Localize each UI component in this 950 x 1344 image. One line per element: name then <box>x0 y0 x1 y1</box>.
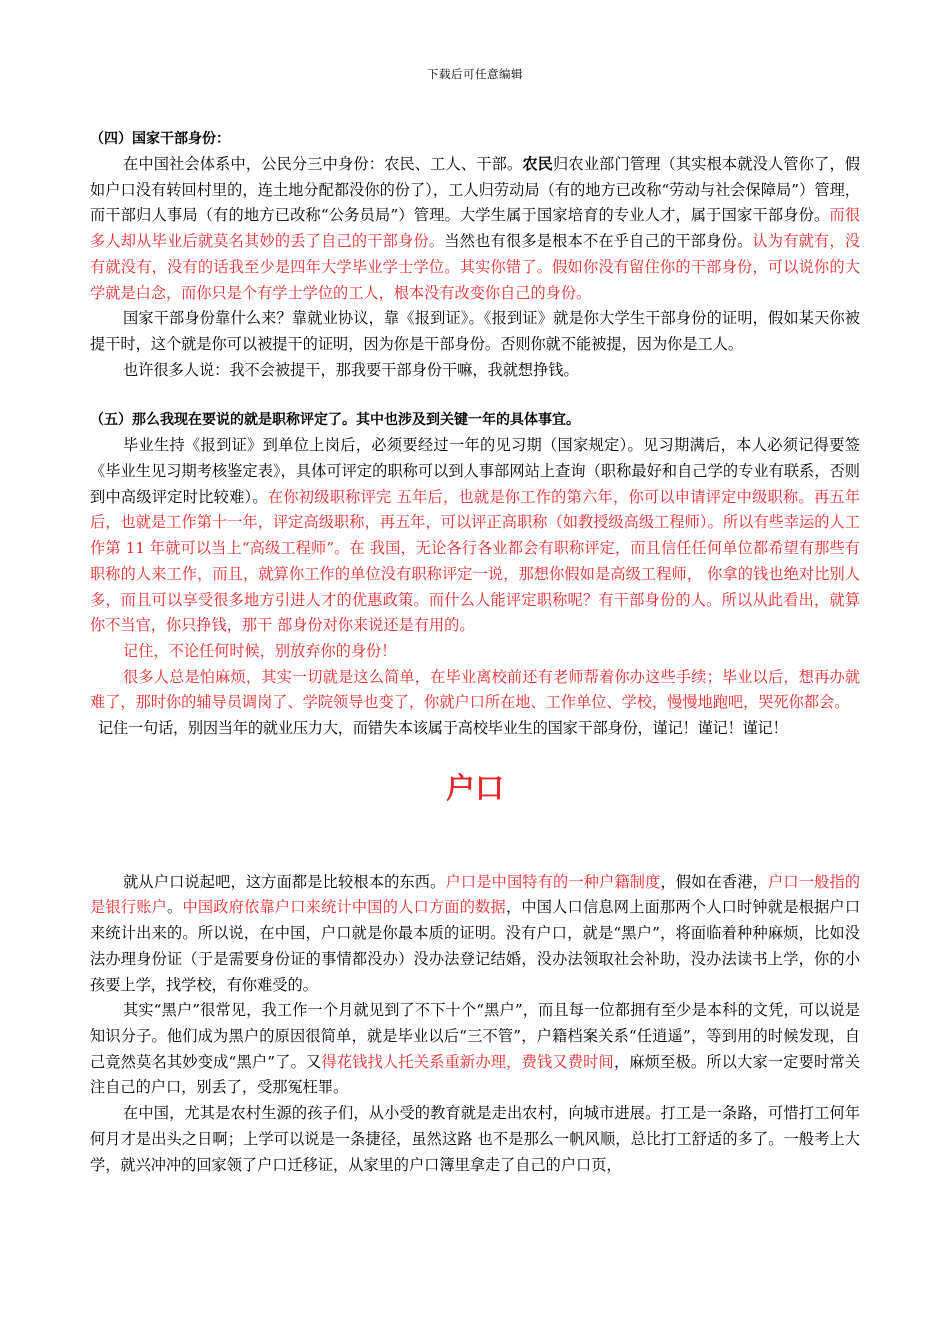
body-text: 就从户口说起吧，这方面都是比较根本的东西。 <box>123 872 446 891</box>
section-five-paragraph-3: 很多人总是怕麻烦，其实一切就是这么简单，在毕业离校前还有老师帮着你办这些手续；毕业以后，想再办就难了，那时你的辅导员调岗了、学院领导也变了，你就户口所在地、工作单位、学校，慢慢地跑吧，哭死你都会。 <box>90 667 860 712</box>
highlighted-text: 户口一般指的是银行账户 <box>90 872 861 917</box>
section-five-paragraph-1 <box>90 433 860 639</box>
hukou-paragraph-1 <box>90 870 860 999</box>
body-text: ，中国人口信息网上面那两个人口时钟就是根据户口来统计出来的。所以说，在中国，户口就是你最本质的证明。没有户口，就是“黑户”，将面临着种种麻烦，比如没法办理身份证（于是需要身份证的事情都没办）没办法登记结婚，没办法领取社会补助，没办法读书上学，你的小孩要上学，找学校，有你难受的。 <box>90 898 861 994</box>
section-five-paragraph-4: 记住一句话，别因当年的就业压力大，而错失本该属于高校毕业生的国家干部身份，谨记！谨记！谨记！ <box>98 719 788 738</box>
hukou-paragraph-2 <box>90 998 860 1101</box>
section-four-heading: （四）国家干部身份： <box>90 131 230 147</box>
body-text: 。 <box>167 898 183 917</box>
document-body <box>90 126 860 1178</box>
body-text: ，假如在香港， <box>660 872 769 891</box>
highlighted-text: 户口是中国特有的一种户籍制度 <box>445 872 661 891</box>
highlighted-text: 而很多人却从毕业后就莫名其妙的丢了自己的干部身份。 <box>90 206 861 251</box>
section-five-paragraph-2: 记住，不论任何时候，别放弃你的身份！ <box>123 641 397 660</box>
section-four-paragraph-3: 也许很多人说：我不会被提干，那我要干部身份干嘛，我就想挣钱。 <box>123 360 579 379</box>
section-four-paragraph-2: 国家干部身份靠什么来？靠就业协议，靠《报到证》。《报到证》就是你大学生干部身份的证明，假如某天你被提干时，这个就是你可以被提干的证明，因为你是干部身份。否则你就不能被提，因为你是工人。 <box>90 309 860 353</box>
hukou-title: 户口 <box>445 770 504 805</box>
highlighted-text: 认为有就有，没有就没有，没有的话我至少是四年大学毕业学士学位。其实你错了。假如你没有留住你的干部身份，可以说你的大学就是白念，而你只是个有学士学位的工人，根本没有改变你自己的身份。 <box>90 232 861 302</box>
section-five-heading: （五）那么我现在要说的就是职称评定了。其中也涉及到关键一年的具体事宜。 <box>90 412 580 429</box>
body-text: 当然也有很多是根本不在乎自己的干部身份。 <box>444 232 753 251</box>
highlighted-text: 在你初级职称评完 五年后，也就是你工作的第六年，你可以申请评定中级职称。再五年后，也就是工作第十一年，评定高级职称，再五年，可以评正高职称（如教授级高级工程师）。所以有些幸运的人工作第 11 年就可以当上“高级工程师”。在 我国，无论各行各业都会有职称评定，而且信任任何单位都希望有那些有职称的人来工作，而且，就算你工作的单位没有职称评定一说，那想你假如是高级工程师， 你拿的钱也绝对比别人多，而且可以享受很多地方引进人才的优惠政策。而什么人能评定职称呢？有干部身份的人。所以从此看出，就算你不当官，你只挣钱，那干 部身份对你来说还是有用的。 <box>90 487 861 635</box>
hukou-paragraph-3: 在中国，尤其是农村生源的孩子们，从小受的教育就是走出农村，向城市进展。打工是一条路，可惜打工何年何月才是出头之日啊；上学可以说是一条捷径，虽然这路 也不是那么一帆风顺，总比打工舒适的多了。一般考上大学，就兴冲冲的回家领了户口迁移证，从家里的户口簿里拿走了自己的户口页， <box>90 1104 860 1174</box>
spacer <box>90 808 860 870</box>
page-header: 下载后可任意编辑 <box>427 67 523 81</box>
body-text: 毕业生持《报到证》到单位上岗后，必须要经过一年的见习期（国家规定）。见习期满后，本人必须记得要签《毕业生见习期考核鉴定表》，具体可评定的职称可以到人事部网站上查询（职称最好和自己学的专业有联系，否则到中高级评定时比较难）。 <box>90 436 860 506</box>
bold-text: 农民 <box>522 155 554 173</box>
body-text: 其实“黑户”很常见，我工作一个月就见到了不下十个“黑户”，而且每一位都拥有至少是本科的文凭，可以说是知识分子。他们成为黑户的原因很简单，就是毕业以后“三不管”，户籍档案关系“任逍遥”，等到用的时候发现，自己竟然莫名其妙变成“黑户”了。又 <box>90 1001 860 1071</box>
highlighted-text: 中国政府依靠户口来统计中国的人口方面的数据 <box>182 898 506 917</box>
highlighted-text: 得花钱找人托关系重新办理，费钱又费时间 <box>321 1052 614 1071</box>
body-text: 归农业部门管理（其实根本就没人管你了，假如户口没有转回村里的，连土地分配都没你的份了），工人归劳动局（有的地方已改称“劳动与社会保障局”）管理，而干部归人事局（有的地方已改称“公务员局”）管理。大学生属于国家培育的专业人才，属于国家干部身份。 <box>90 155 861 225</box>
body-text: 在中国社会体系中，公民分三中身份：农民、工人、干部。 <box>123 155 523 173</box>
section-four-paragraph-1 <box>90 152 860 306</box>
spacer <box>90 383 860 407</box>
body-text: ，麻烦至极。所以大家一定要时常关注自己的户口，别丢了，受那冤枉罪。 <box>90 1052 861 1097</box>
